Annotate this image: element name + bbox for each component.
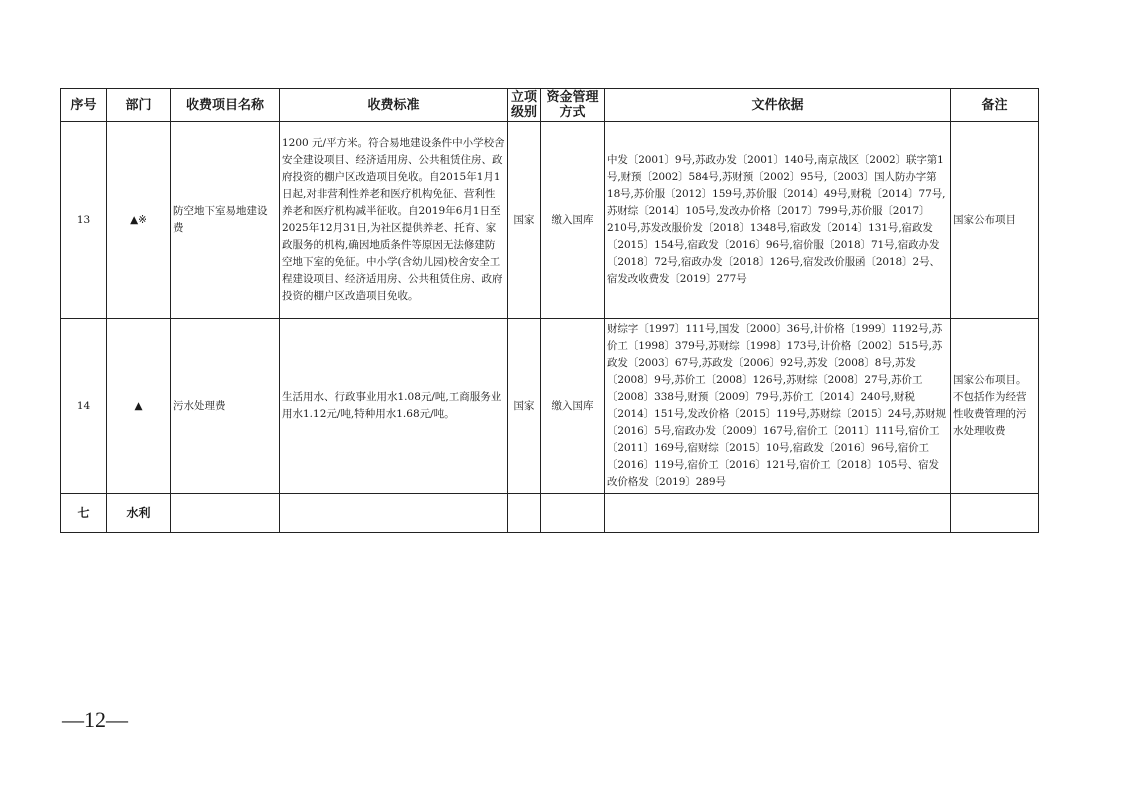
row-no: 13 <box>61 122 107 319</box>
empty-cell <box>280 494 508 533</box>
section-dept: 水利 <box>107 494 171 533</box>
header-no: 序号 <box>61 89 107 122</box>
table-header <box>61 89 1039 122</box>
table-row <box>61 319 1039 494</box>
row-fund-management: 缴入国库 <box>541 319 605 494</box>
row-level: 国家 <box>508 319 541 494</box>
section-no: 七 <box>61 494 107 533</box>
header-basis: 文件依据 <box>605 89 951 122</box>
row-fee-standard: 1200 元/平方米。符合易地建设条件中小学校舍安全建设项目、经济适用房、公共租赁住房、政府投资的棚户区改造项目免收。自2015年1月1日起,对非营利性养老和医疗机构免征、营利性养老和医疗机构减半征收。自2019年6月1日至2025年12月31日,为社区提供养老、托育、家政服务的机构,确因地质条件等原因无法修建防空地下室的免征。中小学(含幼儿园)校舍安全工程建设项目、经济适用房、公共租赁住房、政府投资的棚户区改造项目免收。 <box>280 122 508 319</box>
empty-cell <box>508 494 541 533</box>
row-note: 国家公布项目。不包括作为经营性收费管理的污水处理收费 <box>951 319 1039 494</box>
row-fee-standard: 生活用水、行政事业用水1.08元/吨,工商服务业用水1.12元/吨,特种用水1.68元/吨。 <box>280 319 508 494</box>
header-dept: 部门 <box>107 89 171 122</box>
row-note: 国家公布项目 <box>951 122 1039 319</box>
row-fund-management: 缴入国库 <box>541 122 605 319</box>
header-name: 收费项目名称 <box>171 89 280 122</box>
header-note: 备注 <box>951 89 1039 122</box>
header-fund: 资金管理方式 <box>541 89 605 122</box>
empty-cell <box>541 494 605 533</box>
empty-cell <box>605 494 951 533</box>
row-level: 国家 <box>508 122 541 319</box>
row-fee-name: 防空地下室易地建设费 <box>171 122 280 319</box>
row-no: 14 <box>61 319 107 494</box>
page-number: —12— <box>62 707 128 732</box>
row-fee-name: 污水处理费 <box>171 319 280 494</box>
empty-cell <box>171 494 280 533</box>
row-document-basis: 中发〔2001〕9号,苏政办发〔2001〕140号,南京战区〔2002〕联字第1号,财预〔2002〕584号,苏财预〔2002〕95号,〔2003〕国人防办字第18号,苏价服〔2012〕159号,苏价服〔2014〕49号,财税〔2014〕77号,苏财综〔2014〕105号,发改办价格〔2017〕799号,苏价服〔2017〕210号,苏发改服价发〔2018〕1348号,宿政发〔2014〕131号,宿政发〔2015〕154号,宿政发〔2016〕96号,宿价服〔2018〕71号,宿政办发〔2018〕72号,宿政办发〔2018〕126号,宿发改价服函〔2018〕2号、宿发改收费发〔2019〕277号 <box>605 122 951 319</box>
header-standard: 收费标准 <box>280 89 508 122</box>
fee-table <box>60 88 1039 533</box>
row-dept: ▲※ <box>107 122 171 319</box>
row-dept: ▲ <box>107 319 171 494</box>
section-row <box>61 494 1039 533</box>
row-document-basis: 财综字〔1997〕111号,国发〔2000〕36号,计价格〔1999〕1192号,苏价工〔1998〕379号,苏财综〔1998〕173号,计价格〔2002〕515号,苏政发〔2003〕67号,苏政发〔2006〕92号,苏发〔2008〕8号,苏发〔2008〕9号,苏价工〔2008〕126号,苏财综〔2008〕27号,苏价工〔2008〕338号,财预〔2009〕79号,苏价工〔2014〕240号,财税〔2014〕151号,发改价格〔2015〕119号,苏财综〔2015〕24号,苏财规〔2016〕5号,宿政办发〔2009〕167号,宿价工〔2011〕111号,宿价工〔2011〕169号,宿财综〔2015〕10号,宿政发〔2016〕96号,宿价工〔2016〕119号,宿价工〔2016〕121号,宿价工〔2018〕105号、宿发改价格发〔2019〕289号 <box>605 319 951 494</box>
table-row <box>61 122 1039 319</box>
empty-cell <box>951 494 1039 533</box>
header-level: 立项级别 <box>508 89 541 122</box>
